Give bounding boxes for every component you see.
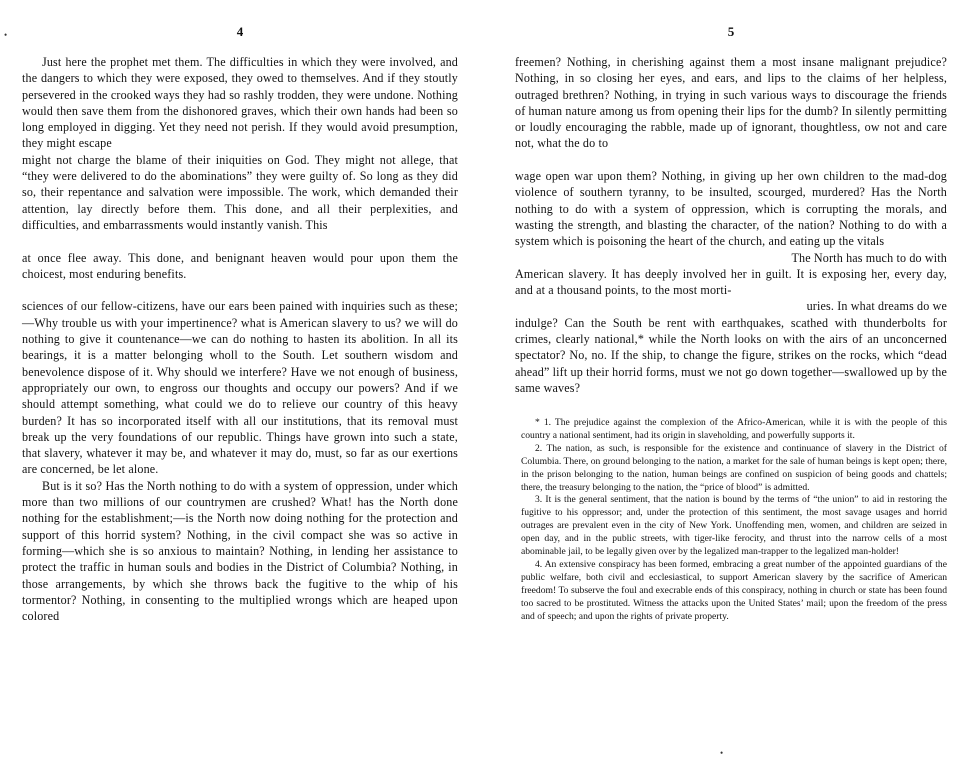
paragraph-blame: might not charge the blame of their iniquities on God. They might not allege, that “they were delivered to do the abominations” they were guilty of. So long as they did so, their repentance and salvation were impossible. The work, which demanded their attention, lay directly before them. This done, and all their perplexities, and difficulties, and embarrassments would instantly vanish. This — [22, 152, 458, 232]
paragraph-wage-war: wage open war upon them? Nothing, in giving up her own children to the mad-dog violence of southern tyranny, to be insulted, scourged, murdered? Has the North nothing to do with a system of oppression, which is corrupting the morals, and wasting the strength, and blasting the character, of the nation? Nothing to do with a system which is poisoning the heart of the church, and eating up the vitals — [515, 169, 947, 249]
left-page — [22, 0, 458, 779]
footnotes — [521, 417, 947, 624]
right-page — [515, 0, 947, 779]
paragraph-flee: at once flee away. This done, and benignant heaven would pour upon them the choicest, most enduring benefits. — [22, 250, 458, 281]
scan-speck: • — [720, 748, 724, 758]
footnote-4: 4. An extensive conspiracy has been formed, embracing a great number of the appointed guardians of the public welfare, both civil and ecclesiastical, to support American slavery by the sacrifice of American freedom! To subserve the foul and execrable ends of this conspiracy, nothing in church or state has been found too sacred to be prostituted. Witness the attacks upon the United States’ mail; upon the freedom of the press and of speech; and upon the rights of private property. — [521, 558, 947, 622]
footnote-2: 2. The nation, as such, is responsible for the existence and continuance of slavery in the District of Columbia. There, on ground belonging to the nation, a market for the sale of human beings is kept open; there, in the prison belonging to the nation, human beings are confined on suspicion of being goods and chattels; there, the treasury belonging to the nation, the “price of blood” is admitted. — [521, 442, 947, 493]
paragraph-north-much: The North has much to do with — [791, 250, 947, 265]
paragraph-inquiries: sciences of our fellow-citizens, have our ears been pained with inquiries such as these;—Why trouble us with your impertinence? what is American slavery to us? we will do nothing to give it countenance—we can do nothing to hasten its abolition. In all its bearings, it is a matter belonging wholl to the South. Let southern wisdom and benevolence dispose of it. Why should we interfere? Have we not enough of business, appropriately our own, to engross our thoughts and occupy our powers? And if we should attempt something, what could we do to relieve our country of this heavy burden? It has so incorporated itself with all our institutions, that its removal must break up the very foundations of our republic. Things have grown into such a state, that slavery, whatever it may be, and whatever it may do, must, so far as our exertions are concerned, be let alone. — [22, 299, 458, 477]
blank-line — [22, 233, 458, 249]
blank-line — [515, 152, 947, 168]
page-number-right: 5 — [727, 24, 735, 39]
right-page-body — [515, 54, 947, 396]
left-page-body — [22, 54, 458, 624]
paragraph-indulge: indulge? Can the South be rent with earthquakes, scathed with thunderbolts for crimes, clearly national,* while the North looks on with the airs of an unconcerned spectator? No, no. If the ship, to change the figure, strikes on the rocks, which “dead ahead” lift up their horrid forms, must we not go down together—swallowed up by the same waves? — [515, 315, 947, 395]
paragraph-american-slavery: American slavery. It has deeply involved her in guilt. It is exposing her, every day, and at a thousand points, to the most morti- — [515, 266, 947, 298]
footnote-3: 3. It is the general sentiment, that the nation is bound by the terms of “the union” to aid in restoring the fugitive to his oppressor; and, under the protection of this sentiment, the most savage usages and horrid outrages are prevalent even in the city of New York. Unoffending men, women, and children are seized in open day, and in the public streets, with tiger-like ferocity, and thrust into the narrow cells of a most abominable jail, to be legally given over by the legalized man-trapper to the legalized man-holder! — [521, 494, 947, 558]
paragraph-prophet: Just here the prophet met them. The difficulties in which they were involved, and the dangers to which they were exposed, they owed to themselves. And if they stoutly persevered in the crooked ways they had so rashly trodden, they were undone. Nothing would then save them from the dishonored graves, which their own hands had been so long employed in digging. Yet they need not perish. If they would avoid presumption, they might escape — [22, 55, 458, 151]
blank-line — [22, 282, 458, 298]
paragraph-freemen: freemen? Nothing, in cherishing against them a most insane malignant prejudice? Nothing, in so closing her eyes, and ears, and lips to the claims of her helpless, outraged brethren? Nothing, in trying in such various ways to discourage the friends of human nature among us from opening their lips for the dumb? In silently permitting or loudly encouraging the rabble, made up of ignorant, thoughtless, ow not and care not, what the do to — [515, 55, 947, 151]
page-number-left: 4 — [236, 24, 244, 39]
footnote-1: * 1. The prejudice against the complexion of the Africo-American, while it is with the people of this country a national sentiment, had its origin in slaveholding, and powerfully supports it. — [521, 417, 947, 441]
scan-speck: • — [4, 30, 8, 40]
paragraph-dreams: uries. In what dreams do we — [806, 299, 947, 314]
paragraph-is-it-so: But is it so? Has the North nothing to do with a system of oppression, under which more than two millions of our countrymen are crushed? What! has the North done nothing for the establishment;—is the North now doing nothing for the protection and support of this horrid system? Nothing, in the civil compact she was so active in forming—which she is so anxious to maintain? Nothing, in lending her assistance to protect the traffic in human souls and bodies in the District of Columbia? Nothing, in those arrangements, by which she throws back the fugitive to the whip of his tormentor? Nothing, in consenting to the multiplied wrongs which are heaped upon colored — [22, 478, 458, 624]
